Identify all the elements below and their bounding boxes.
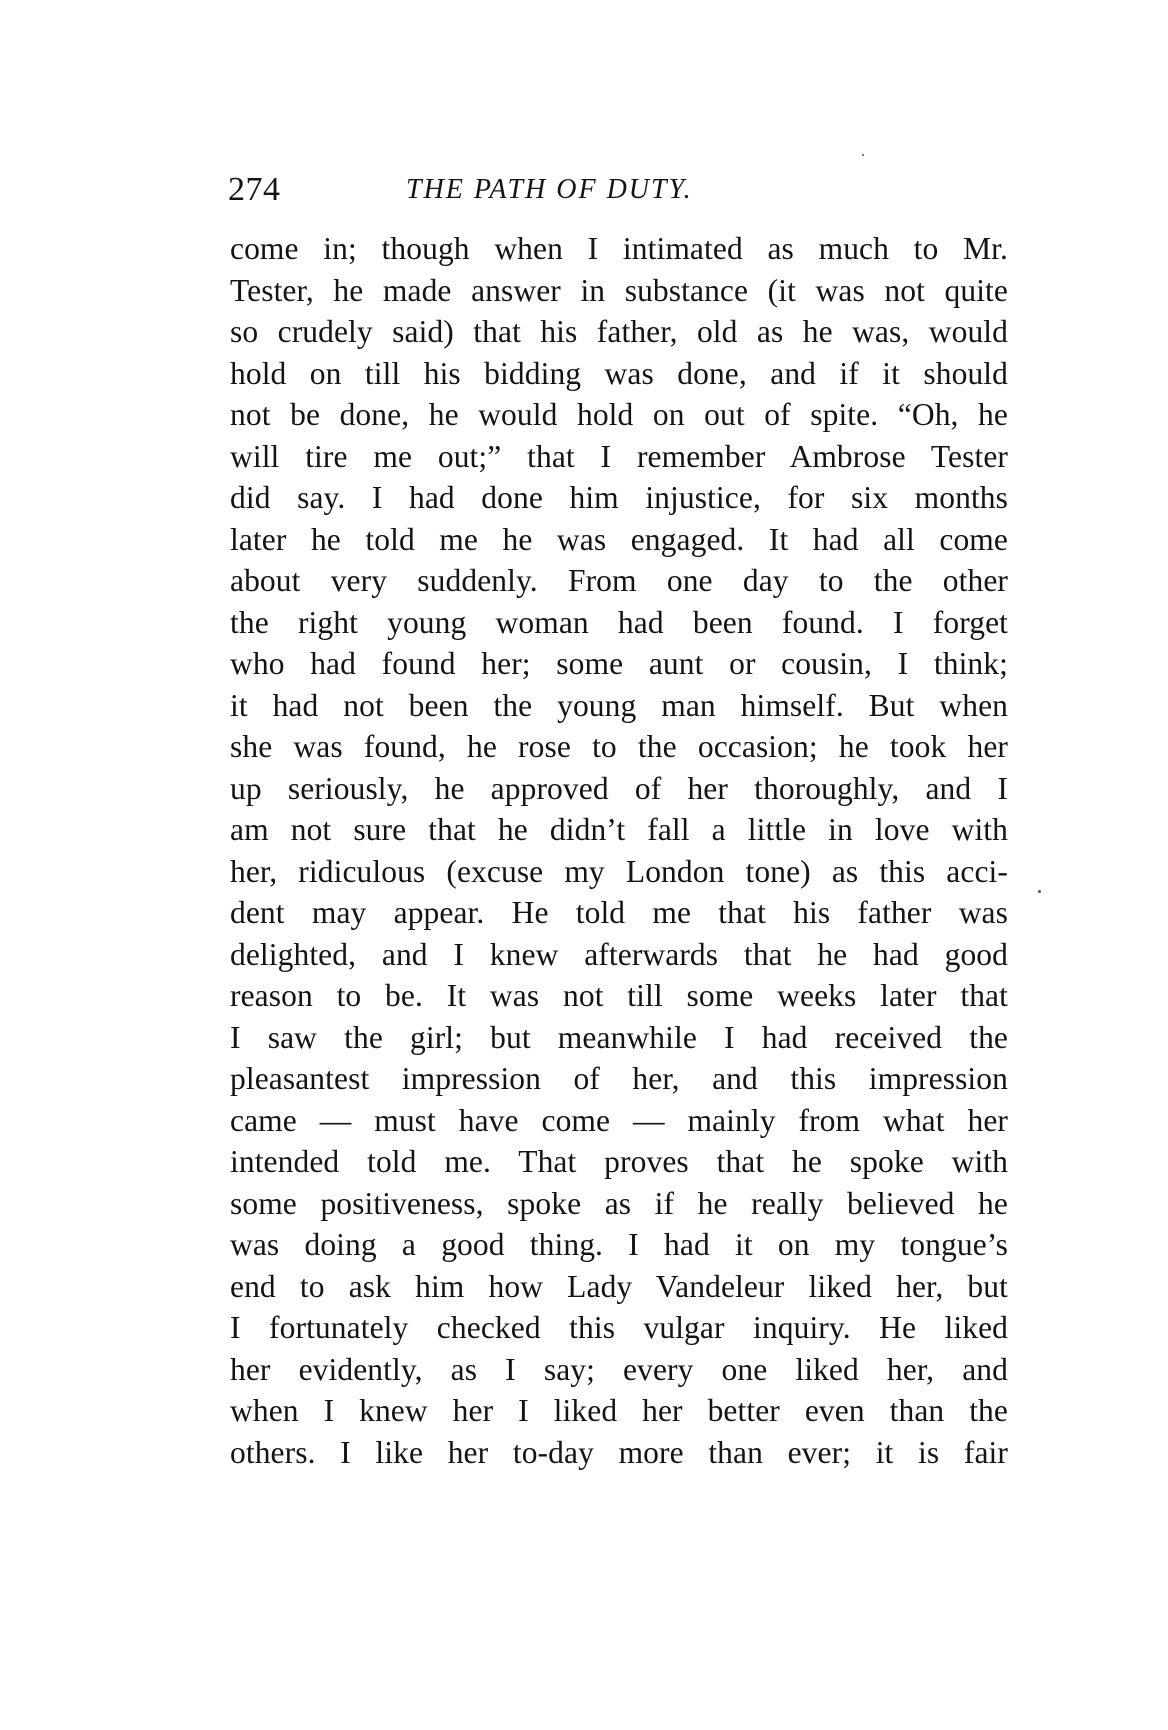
text-line: she was found, he rose to the occasion; he took her [230,729,1008,764]
text-line: I fortunately checked this vulgar inquiry. He liked [230,1310,1008,1345]
text-line: dent may appear. He told me that his father was [230,895,1008,930]
paper-speck [1038,890,1041,893]
text-line: will tire me out;” that I remember Ambrose Tester [230,438,1008,474]
text-line: her evidently, as I say; every one liked her, and [230,1351,1008,1387]
paper-speck [862,154,864,156]
text-line: Tester, he made answer in substance (it was not quite [230,272,1008,308]
text-line: later he told me he was engaged. It had all come [230,521,1008,557]
text-line: who had found her; some aunt or cousin, I think; [230,646,1008,681]
page-number: 274 [228,171,281,208]
text-line: so crudely said) that his father, old as he was, would [230,314,1008,349]
text-line: hold on till his bidding was done, and if it should [230,355,1008,391]
text-line: the right young woman had been found. I forget [230,604,1008,640]
text-line: her, ridiculous (excuse my London tone) as this acci- [230,853,1008,889]
text-line: about very suddenly. From one day to the other [230,563,1008,598]
text-line: some positiveness, spoke as if he really believed he [230,1185,1008,1221]
text-line: am not sure that he didn’t fall a little in love with [230,812,1008,847]
text-line: reason to be. It was not till some weeks later that [230,978,1008,1013]
text-line: it had not been the young man himself. But when [230,687,1008,723]
page-header [228,168,1008,212]
text-line: was doing a good thing. I had it on my tongue’s [230,1227,1008,1262]
running-head: THE PATH OF DUTY. [406,174,693,205]
text-line: end to ask him how Lady Vandeleur liked her, but [230,1268,1008,1304]
text-line: when I knew her I liked her better even than the [230,1393,1008,1428]
body-text [230,228,1008,1473]
text-line: came — must have come — mainly from what her [230,1102,1008,1138]
text-line: others. I like her to-day more than ever; it is fair [230,1434,1008,1470]
text-line: did say. I had done him injustice, for six months [230,480,1008,515]
text-line: pleasantest impression of her, and this impression [230,1061,1008,1096]
text-line: come in; though when I intimated as much to Mr. [230,231,1008,266]
text-line: not be done, he would hold on out of spite. “Oh, he [230,397,1008,432]
text-line: intended told me. That proves that he spoke with [230,1144,1008,1179]
text-line: delighted, and I knew afterwards that he had good [230,936,1008,972]
text-line: I saw the girl; but meanwhile I had received the [230,1019,1008,1055]
text-line: up seriously, he approved of her thoroughly, and I [230,770,1008,806]
